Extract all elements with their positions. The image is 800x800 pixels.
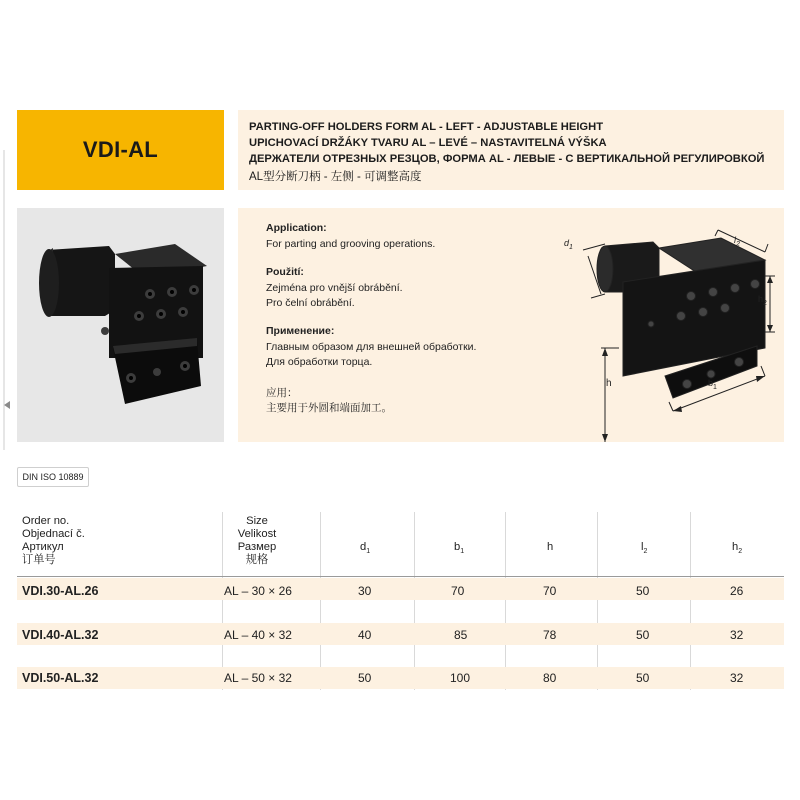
diagram-label-l2: $l_2$: [734, 235, 740, 248]
product-photo: [17, 208, 224, 442]
table-row: [17, 623, 784, 645]
header-size: Size Velikost Размер 规格: [237, 515, 277, 566]
row-h: 80: [543, 671, 557, 685]
table-row: [17, 578, 784, 600]
column-divider: [505, 512, 506, 690]
row-b1: 100: [450, 671, 471, 685]
header-d1: $d_1$: [360, 541, 371, 555]
product-code: VDI-AL: [82, 137, 159, 162]
row-l2: 50: [636, 628, 650, 642]
application-heading-en: Application:: [266, 222, 327, 234]
product-code-banner: [17, 110, 224, 190]
application-heading-cz: Použití:: [266, 266, 304, 278]
row-h2: 32: [730, 628, 744, 642]
row-d1: 40: [358, 628, 372, 642]
application-text-cz-1: Zejména pro vnější obrábění.: [266, 282, 403, 294]
diagram-label-b1: $b_1$: [708, 378, 717, 391]
row-l2: 50: [636, 584, 650, 598]
title-czech: UPICHOVACÍ DRŽÁKY TVARU AL – LEVÉ – NASTAVITELNÁ VÝŠKA: [249, 137, 607, 149]
row-d1: 30: [358, 584, 372, 598]
standard-badge: DIN ISO 10889: [17, 467, 89, 487]
row-size: AL – 40 × 32: [224, 628, 292, 642]
scroll-left-arrow-icon[interactable]: [4, 401, 10, 409]
title-chinese: AL型分断刀柄 - 左侧 - 可调整高度: [249, 171, 422, 183]
row-h: 78: [543, 628, 557, 642]
title-russian: ДЕРЖАТЕЛИ ОТРЕЗНЫХ РЕЗЦОВ, ФОРМА AL - ЛЕВЫЕ - С ВЕРТИКАЛЬНОЙ РЕГУЛИРОВКОЙ: [249, 153, 765, 165]
row-size: AL – 50 × 32: [224, 671, 292, 685]
application-panel: [238, 208, 784, 442]
diagram-label-h2: $h_2$: [758, 294, 767, 307]
table-row: [17, 667, 784, 689]
header-order-no: Order no. Objednací č. Артикул 订单号: [22, 515, 85, 566]
header-l2: $l_2$: [641, 541, 648, 555]
row-b1: 70: [451, 584, 465, 598]
row-h2: 32: [730, 671, 744, 685]
row-l2: 50: [636, 671, 650, 685]
application-text-cz-2: Pro čelní obrábění.: [266, 297, 355, 309]
header-b1: $b_1$: [454, 541, 465, 555]
column-divider: [597, 512, 598, 690]
title-english: PARTING-OFF HOLDERS FORM AL - LEFT - ADJUSTABLE HEIGHT: [249, 121, 604, 133]
application-heading-ru: Применение:: [266, 325, 335, 337]
application-text-ru-2: Для обработки торца.: [266, 356, 373, 368]
row-h2: 26: [730, 584, 744, 598]
tool-holder-photo-icon: [17, 208, 224, 442]
title-panel: [238, 110, 784, 190]
diagram-label-d1: $d_1$: [564, 238, 573, 251]
row-order-no: VDI.40-AL.32: [22, 628, 99, 642]
application-text-zh: 主要用于外圆和端面加工。: [266, 402, 392, 414]
row-size: AL – 30 × 26: [224, 584, 292, 598]
header-h: h: [547, 541, 554, 553]
column-divider: [320, 512, 321, 690]
row-order-no: VDI.50-AL.32: [22, 671, 99, 685]
header-h2: $h_2$: [732, 541, 743, 555]
row-b1: 85: [454, 628, 468, 642]
header-divider: [17, 576, 784, 577]
application-text-en: For parting and grooving operations.: [266, 238, 436, 250]
dimension-drawing: [543, 216, 779, 442]
application-heading-zh: 应用：: [266, 387, 298, 399]
row-d1: 50: [358, 671, 372, 685]
column-divider: [690, 512, 691, 690]
row-h: 70: [543, 584, 557, 598]
column-divider: [222, 512, 223, 690]
column-divider: [414, 512, 415, 690]
diagram-label-h: h: [606, 378, 612, 389]
application-text-ru-1: Главным образом для внешней обработки.: [266, 341, 477, 353]
row-order-no: VDI.30-AL.26: [22, 584, 99, 598]
